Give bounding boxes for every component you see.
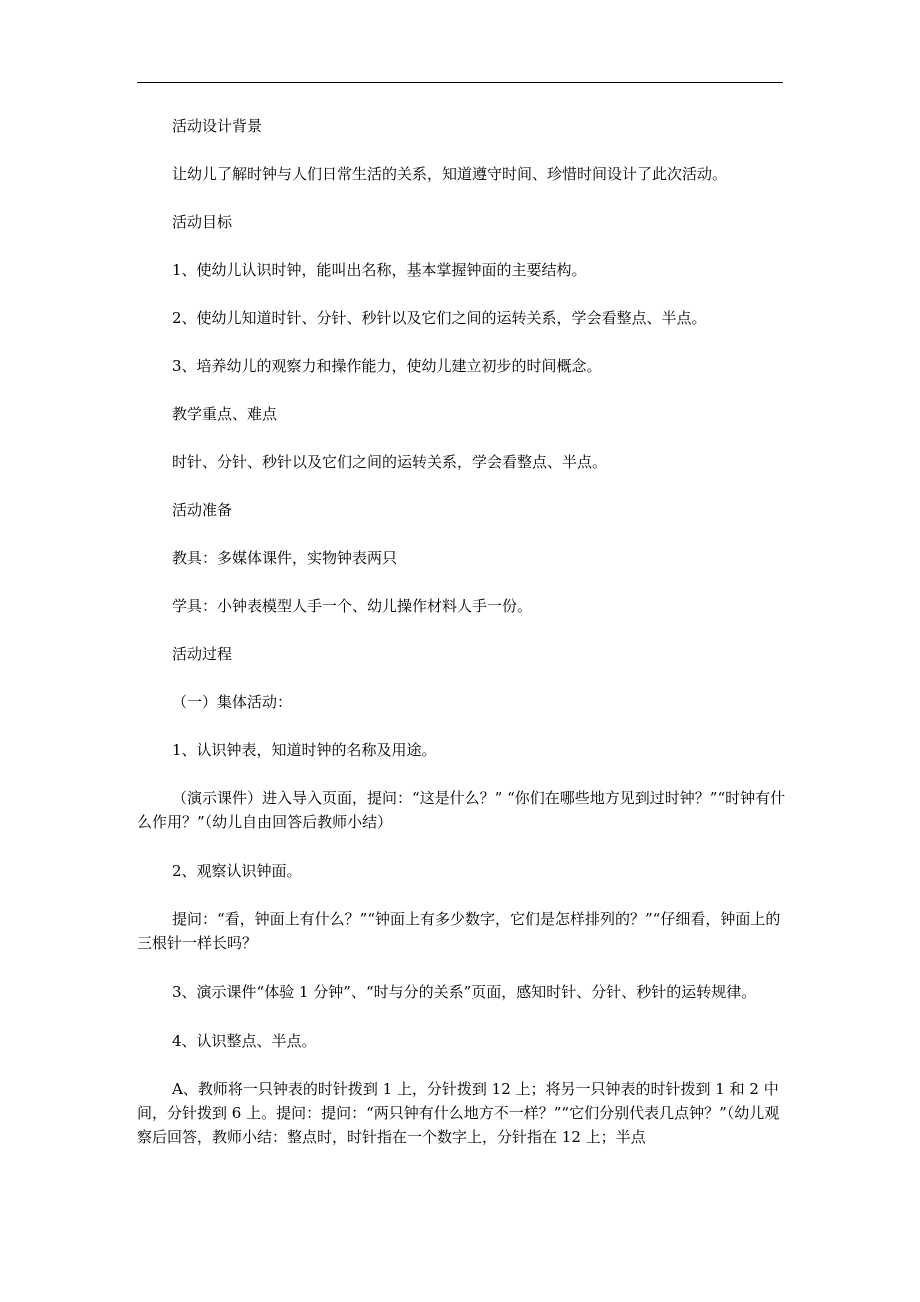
goal-item-1: 1、使幼儿认识时钟，能叫出名称，基本掌握钟面的主要结构。 [172,261,587,279]
goal-item-2: 2、使幼儿知道时针、分针、秒针以及它们之间的运转关系，学会看整点、半点。 [172,309,707,327]
section-heading-background: 活动设计背景 [172,117,263,135]
step-2-detail: 提问：“看，钟面上有什么？”“钟面上有多少数字，它们是怎样排列的？”“仔细看，钟面上的三根针一样长吗？ [137,910,781,952]
paragraph-teaching-aids: 教具：多媒体课件，实物钟表两只 [172,549,398,567]
step-3: 3、演示课件“体验 1 分钟”、“时与分的关系”页面，感知时针、分针、秒针的运转规律。 [172,983,757,1001]
step-1: 1、认识钟表，知道时钟的名称及用途。 [172,741,437,759]
section-heading-goals: 活动目标 [172,213,233,231]
goal-item-3: 3、培养幼儿的观察力和操作能力，使幼儿建立初步的时间概念。 [172,357,602,375]
section-heading-focus: 教学重点、难点 [172,405,278,423]
paragraph-focus: 时针、分针、秒针以及它们之间的运转关系，学会看整点、半点。 [172,453,608,471]
section-heading-process: 活动过程 [172,645,233,663]
document-body [137,114,788,1173]
step-1-detail: （演示课件）进入导入页面，提问：“这是什么？” “你们在哪些地方见到过时钟？”“时钟有什么作用？”（幼儿自由回答后教师小结） [137,789,786,831]
step-4-detail-a: A、教师将一只钟表的时针拨到 1 上，分针拨到 12 上；将另一只钟表的时针拨到 1 和 2 中间，分针拨到 6 上。提问：提问：“两只钟有什么地方不一样？”“它们分别代表几点钟？”（幼儿观察后回答，教师小结：整点时，时针指在一个数字上，分针指在 12 上；半点 [137,1080,780,1146]
step-4: 4、认识整点、半点。 [172,1032,317,1050]
paragraph-learning-aids: 学具：小钟表模型人手一个、幼儿操作材料人手一份。 [172,597,533,615]
step-2: 2、观察认识钟面。 [172,862,302,880]
header-rule [137,82,783,83]
subheading-group-activity: （一）集体活动： [172,693,293,711]
paragraph-background: 让幼儿了解时钟与人们日常生活的关系，知道遵守时间、珍惜时间设计了此次活动。 [172,165,728,183]
section-heading-preparation: 活动准备 [172,501,233,519]
